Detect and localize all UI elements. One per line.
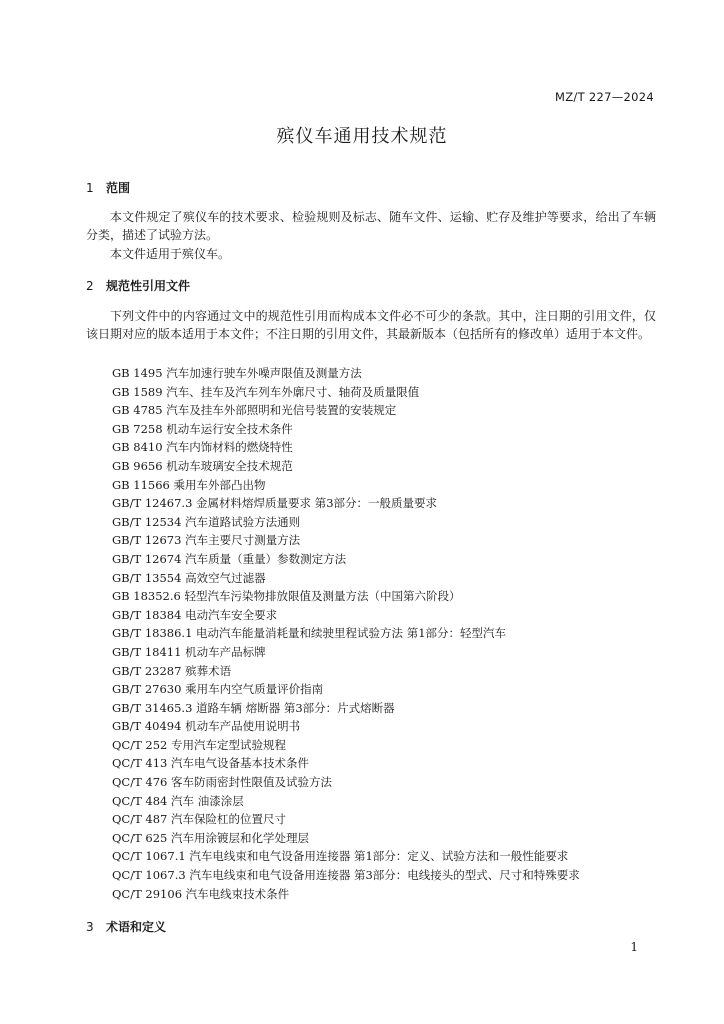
reference-item: GB/T 18386.1 电动汽车能量消耗量和续驶里程试验方法 第1部分：轻型汽车 <box>112 626 507 641</box>
reference-item: QC/T 1067.1 汽车电线束和电气设备用连接器 第1部分：定义、试验方法和一般性能要求 <box>112 849 569 864</box>
document-title: 殡仪车通用技术规范 <box>276 126 448 147</box>
reference-item: GB 18352.6 轻型汽车污染物排放限值及测量方法（中国第六阶段） <box>112 589 461 604</box>
reference-item: GB/T 12467.3 金属材料熔焊质量要求 第3部分：一般质量要求 <box>112 496 438 511</box>
reference-item: GB/T 40494 机动车产品使用说明书 <box>112 719 301 734</box>
reference-item: GB 7258 机动车运行安全技术条件 <box>112 421 293 436</box>
reference-item: GB 11566 乘用车外部凸出物 <box>112 477 266 492</box>
section-number: 2 <box>86 279 94 293</box>
reference-item: GB 1495 汽车加速行驶车外噪声限值及测量方法 <box>112 366 362 380</box>
reference-item: QC/T 1067.3 汽车电线束和电气设备用连接器 第3部分：电线接头的型式、尺寸和特殊要求 <box>112 868 580 883</box>
section-number: 3 <box>86 920 94 934</box>
section-number: 1 <box>86 181 94 195</box>
reference-item: QC/T 484 汽车 油漆涂层 <box>112 793 244 808</box>
section-2-heading <box>86 277 190 294</box>
reference-item: GB/T 18411 机动车产品标牌 <box>112 644 266 659</box>
section-1-paragraph: 本文件适用于殡仪车。 <box>110 247 231 261</box>
page-number: 1 <box>630 940 638 954</box>
reference-item: GB/T 18384 电动汽车安全要求 <box>112 607 278 622</box>
reference-list <box>112 364 580 903</box>
reference-item: GB/T 13554 高效空气过滤器 <box>112 570 266 585</box>
reference-item: QC/T 252 专用汽车定型试验规程 <box>112 737 287 752</box>
reference-item: QC/T 625 汽车用涂镀层和化学处理层 <box>112 830 310 845</box>
section-title: 术语和定义 <box>106 920 167 934</box>
reference-item: GB/T 27630 乘用车内空气质量评价指南 <box>112 682 324 697</box>
reference-item: GB/T 12534 汽车道路试验方法通则 <box>112 514 301 529</box>
reference-item: GB/T 23287 殡葬术语 <box>112 663 232 678</box>
section-3-heading <box>86 918 166 935</box>
reference-item: GB 1589 汽车、挂车及汽车列车外廓尺寸、轴荷及质量限值 <box>112 384 420 399</box>
reference-item: QC/T 487 汽车保险杠的位置尺寸 <box>112 812 287 827</box>
reference-item: GB/T 12674 汽车质量（重量）参数测定方法 <box>112 551 347 566</box>
section-title: 规范性引用文件 <box>106 279 191 293</box>
reference-item: GB 4785 汽车及挂车外部照明和光信号装置的安装规定 <box>112 403 397 418</box>
reference-item: GB 9656 机动车玻璃安全技术规范 <box>112 458 293 473</box>
section-2-intro: 下列文件中的内容通过文中的规范性引用而构成本文件必不可少的条款。其中，注日期的引用文件，仅该日期对应的版本适用于本文件；不注日期的引用文件，其最新版本（包括所有的修改单）适用于本文件。 <box>86 309 656 341</box>
reference-item: GB/T 31465.3 道路车辆 熔断器 第3部分：片式熔断器 <box>112 700 395 715</box>
reference-item: GB/T 12673 汽车主要尺寸测量方法 <box>112 533 301 548</box>
reference-item: QC/T 29106 汽车电线束技术条件 <box>112 886 290 901</box>
reference-item: GB 8410 汽车内饰材料的燃烧特性 <box>112 440 293 455</box>
reference-item: QC/T 476 客车防雨密封性限值及试验方法 <box>112 775 333 790</box>
section-1-heading <box>86 179 130 196</box>
section-title: 范围 <box>106 181 131 195</box>
standard-number: MZ/T 227—2024 <box>555 90 654 104</box>
section-1-paragraph: 本文件规定了殡仪车的技术要求、检验规则及标志、随车文件、运输、贮存及维护等要求，给出了车辆分类，描述了试验方法。 <box>86 210 656 242</box>
reference-item: QC/T 413 汽车电气设备基本技术条件 <box>112 756 310 771</box>
